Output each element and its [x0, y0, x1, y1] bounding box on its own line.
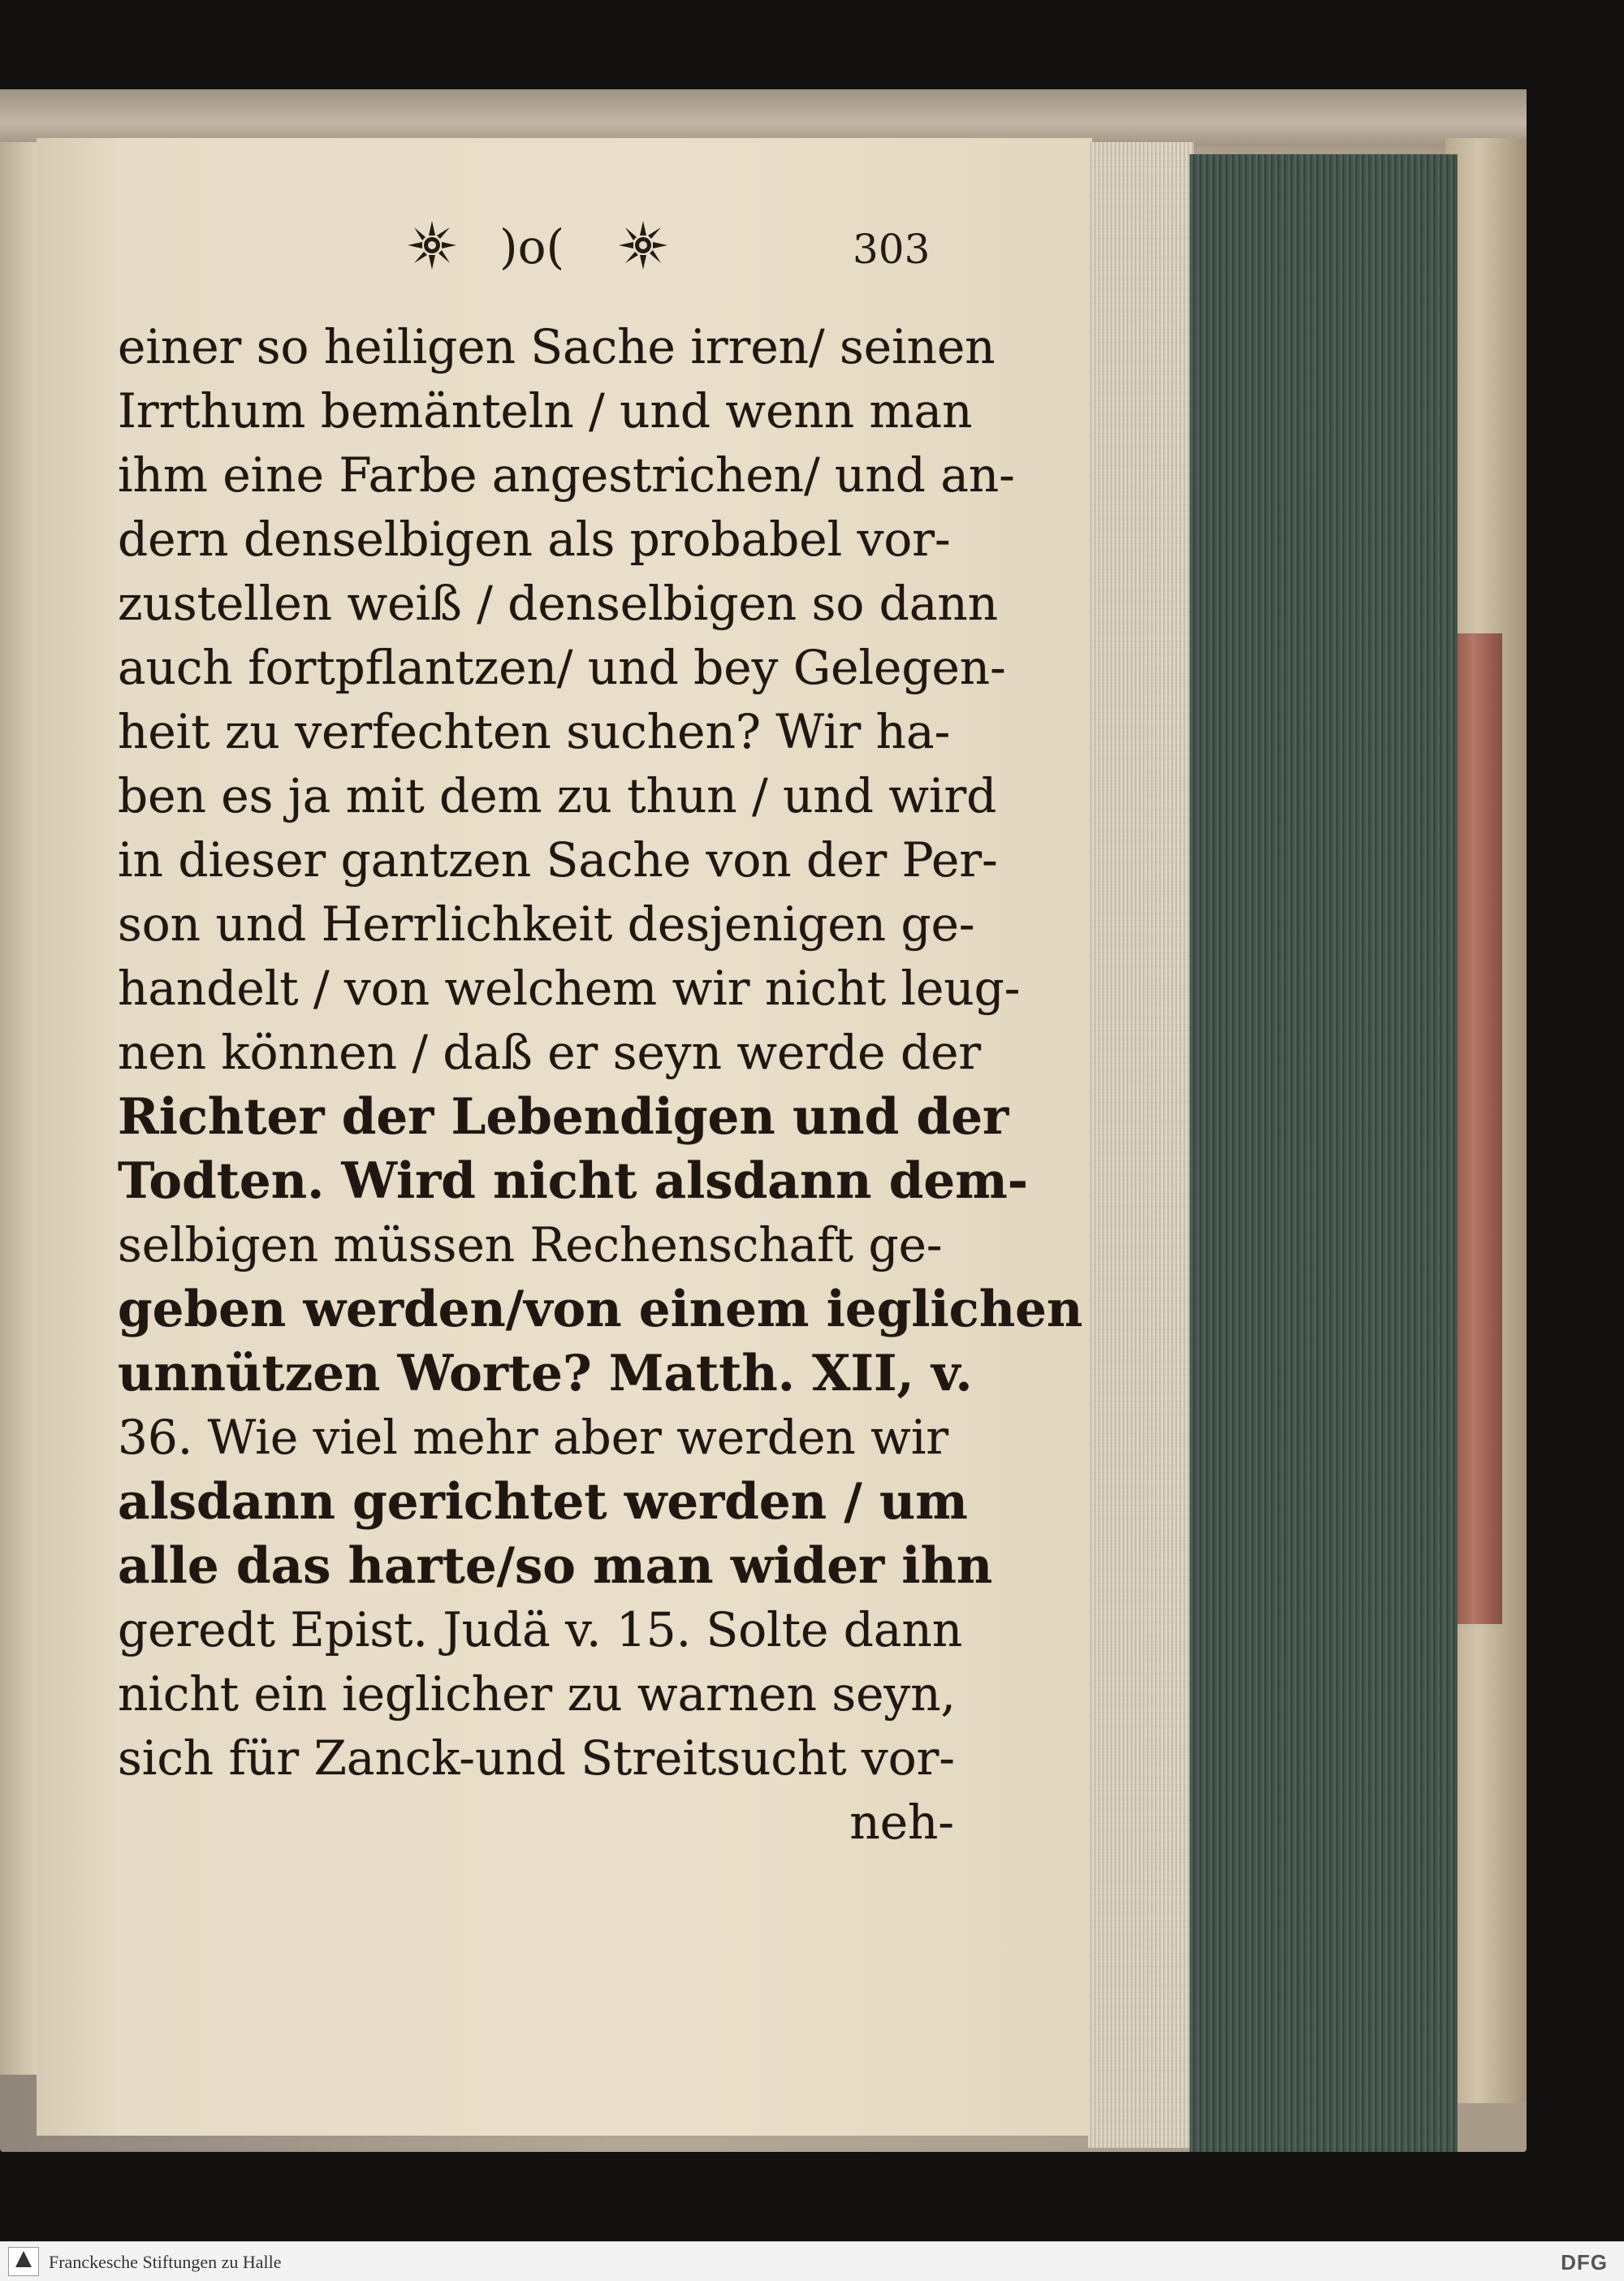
text-line-emphasis: alle das harte/so man wider ihn	[118, 1537, 993, 1595]
left-page-edge	[0, 142, 39, 2075]
text-line: in dieser gantzen Sache von der Per-	[118, 832, 998, 888]
sun-ornament-icon	[406, 219, 458, 271]
page-stack-texture	[1092, 142, 1458, 2148]
text-line: heit zu verfechten suchen? Wir ha-	[118, 704, 951, 759]
body-text	[118, 315, 1083, 1855]
text-line-emphasis: Richter der Lebendigen und der	[118, 1088, 1009, 1146]
text-line: nicht ein ieglicher zu warnen seyn,	[118, 1666, 956, 1722]
sun-ornament-icon	[617, 219, 669, 271]
text-line: sich für Zanck-und Streitsucht vor-	[118, 1730, 955, 1786]
institution-logo-icon	[8, 2247, 39, 2276]
text-line-emphasis: geben werden/von einem ieglichen	[118, 1281, 1083, 1338]
text-line: ihm eine Farbe angestrichen/ und an-	[118, 447, 1015, 503]
text-line: nen können / daß er seyn werde der	[118, 1025, 982, 1080]
text-line: dern denselbigen als probabel vor-	[118, 512, 951, 567]
dfg-logo: DFG	[1561, 2250, 1608, 2275]
page-number: 303	[853, 226, 931, 273]
viewer-footer	[0, 2241, 1624, 2281]
text-line: handelt / von welchem wir nicht leug-	[118, 961, 1021, 1016]
text-line-emphasis: alsdann gerichtet werden / um	[118, 1473, 968, 1531]
text-line: geredt Epist. Judä v. 15. Solte dann	[118, 1602, 963, 1657]
text-line: selbigen müssen Rechenschaft ge-	[118, 1217, 943, 1272]
header-divider: )o(	[499, 219, 565, 274]
text-line: einer so heiligen Sache irren/ seinen	[118, 319, 996, 374]
text-line: Irrthum bemänteln / und wenn man	[118, 383, 973, 438]
running-head	[406, 219, 931, 300]
text-line: zustellen weiß / denselbigen so dann	[118, 576, 999, 631]
text-line-emphasis: Todten. Wird nicht alsdann dem-	[118, 1152, 1029, 1210]
text-line: ben es ja mit dem zu thun / und wird	[118, 768, 997, 823]
text-line: 36. Wie viel mehr aber werden wir	[118, 1410, 949, 1465]
text-line-emphasis: unnützen Worte? Matth. XII, v.	[118, 1345, 973, 1402]
text-line: son und Herrlichkeit desjenigen ge-	[118, 896, 975, 952]
leather-spine	[1453, 633, 1502, 1624]
catchword: neh-	[849, 1795, 954, 1850]
text-line: auch fortpflantzen/ und bey Gelegen-	[118, 640, 1006, 695]
institution-name: Franckesche Stiftungen zu Halle	[49, 2252, 282, 2272]
